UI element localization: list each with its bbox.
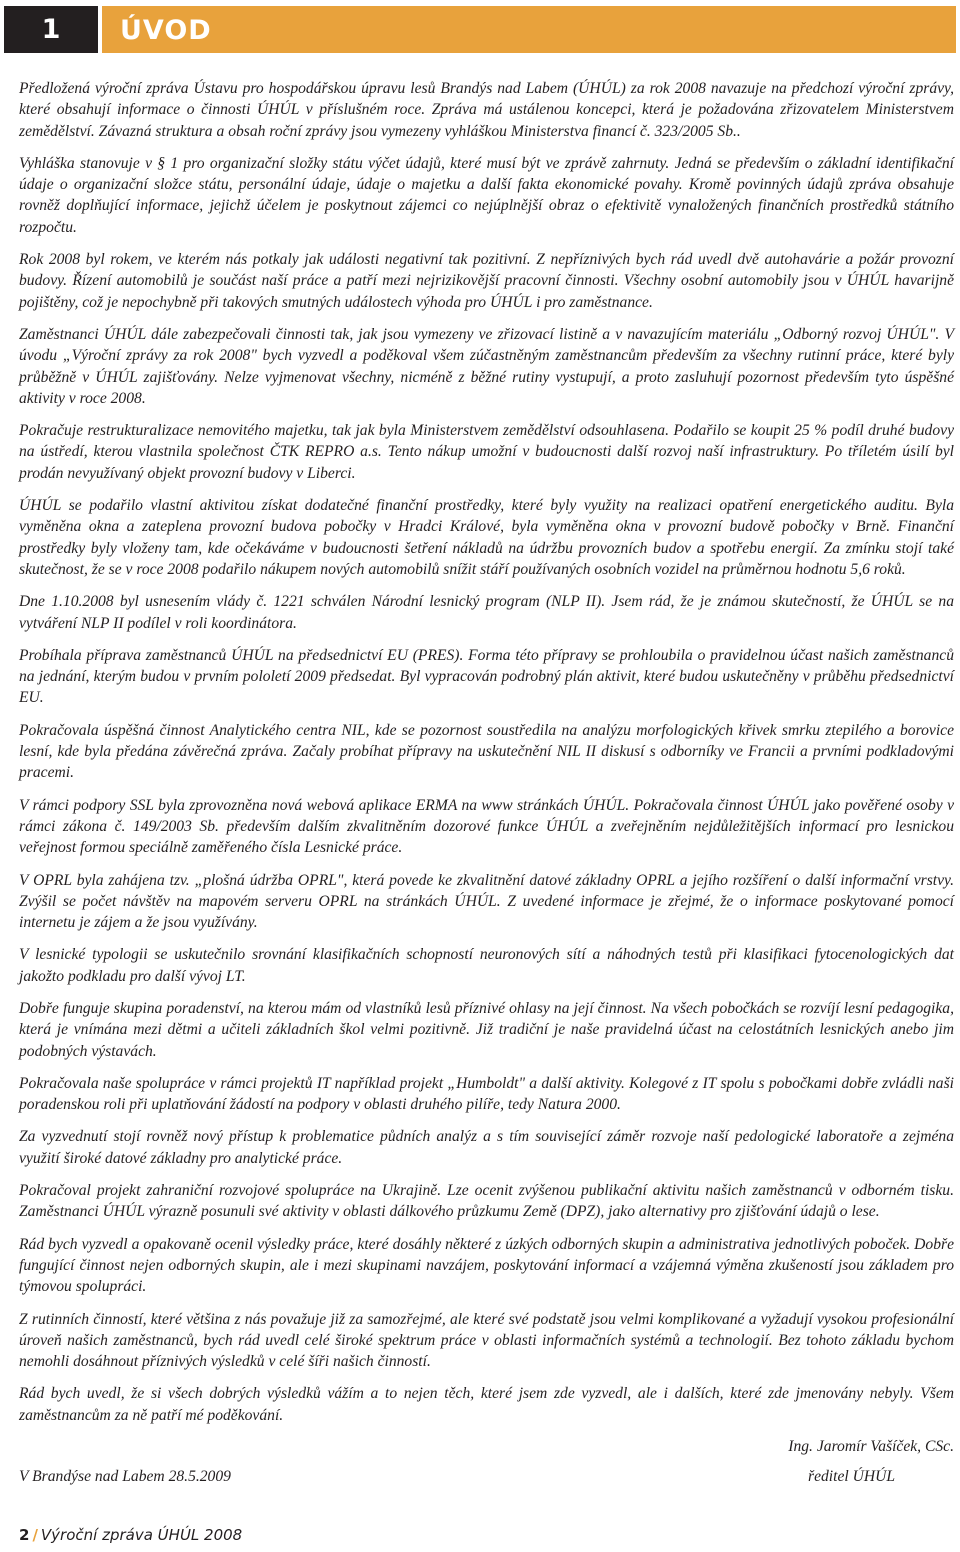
paragraph: Zaměstnanci ÚHÚL dále zabezpečovali činnosti tak, jak jsou vymezeny ve zřizovací listině a v navazujícím materiálu „Odborný rozvoj ÚHÚL". V úvodu „Výroční zprávy za rok 2008" bych vyzvedl a poděkoval všem zúčastněným zaměstnancům především za všechny rutinní práce, které byly průběžně v ÚHÚL zajišťovány. Nelze vyjmenovat všechny, nicméně z běžné rutiny vystupují, a proto zasluhují pozornost především tyto úspěšné aktivity v roce 2008. xyxy=(19,325,954,407)
chapter-number-box xyxy=(4,6,98,53)
paragraph: V OPRL byla zahájena tzv. „plošná údržba OPRL", která povede ke zkvalitnění datové základny OPRL a jejího rozšíření o další informační vrstvy. Zvýšil se počet návštěv na mapovém serveru OPRL na stránkách ÚHÚL. Z uvedené informace je zřejmé, že o informace poskytované pomocí internetu je zájem a že jsou využívány. xyxy=(19,871,954,932)
page-number: 2 xyxy=(19,1526,30,1544)
paragraph: Rád bych uvedl, že si všech dobrých výsledků vážím a to nejen těch, které jsem zde vyzvedl, ale i dalších, které zde jmenovány nebyly. Všem zaměstnancům za ně patří mé poděkování. xyxy=(19,1385,954,1424)
page-footer xyxy=(19,1526,242,1544)
paragraph: Pokračovala naše spolupráce v rámci projektů IT například projekt „Humboldt" a další aktivity. Kolegové z IT spolu s pobočkami dobře zvládli naši poradenskou roli při uplatňování žádostí na podpory v oblasti druhého pilíře, tedy Natura 2000. xyxy=(19,1074,954,1114)
paragraph: V lesnické typologii se uskutečnilo srovnání klasifikačních schopností neuronových sítí a náhodných testů při klasifikaci fytocenologických dat jakožto podkladu pro další vývoj LT. xyxy=(19,946,954,985)
place-and-date: V Brandýse nad Labem 28.5.2009 xyxy=(19,1468,231,1485)
paragraph: Z rutinních činností, které většina z nás považuje již za samozřejmé, ale které své podstatě jsou velmi komplikované a vyžadují vysokou profesionální úroveň našich zaměstnanců, bych rád uvedl celé široké spektrum práce v oblasti informačních systémů a technologií. Bez tohoto základu bychom nemohli dosáhnout příznivých výsledků v celé šíři našich činností. xyxy=(19,1310,954,1371)
paragraph: ÚHÚL se podařilo vlastní aktivitou získat dodatečné finanční prostředky, které byly využity na realizaci opatření energetického auditu. Byla vyměněna okna a zateplena provozní budova pobočky v Hradci Králové, byla vyměněna okna v provozní budově pobočky v Brně. Finanční prostředky byly vloženy tam, kde očekáváme v budoucnosti šetření nákladů na údržbu provozních budov a spotřebu energií. Za zmínku stojí také skutečnost, že se v roce 2008 podařilo nákupem nových automobilů snížit stáří používaných osobních vozidel na průměrnou hodnotu 5,6 roků. xyxy=(19,497,954,578)
chapter-title-bar xyxy=(102,6,956,53)
paragraph: Pokračuje restrukturalizace nemovitého majetku, tak jak byla Ministerstvem zemědělství odsouhlasena. Podařilo se koupit 25 % podíl druhé budovy na ústředí, kterou vlastnila společnost ČTK REPRO a.s. Tento nákup umožní v budoucnosti další rozvoj naší infrastruktury. Po tříletém úsilí byl prodán nevyužívaný objekt provozní budovy v Liberci. xyxy=(19,422,954,482)
paragraph: Za vyzvednutí stojí rovněž nový přístup k problematice půdních analýz a s tím související záměr rozvoje naší pedologické laboratoře a zejména využití široké datové základny pro analytické práce. xyxy=(19,1128,954,1167)
signature-name: Ing. Jaromír Vašíček, CSc. xyxy=(788,1438,954,1455)
paragraph: Pokračoval projekt zahraniční rozvojové spolupráce na Ukrajině. Lze ocenit zvýšenou publikační aktivitu našich zaměstnanců v odborném tisku. Zaměstnanci ÚHÚL výrazně posunuli své aktivity v oblasti dálkového průzkumu Země (DPZ), jako alternativy pro zjišťování údajů o lese. xyxy=(19,1182,954,1221)
paragraph: Vyhláška stanovuje v § 1 pro organizační složky státu výčet údajů, které musí být ve zprávě zahrnuty. Jedná se především o základní identifikační údaje o organizační složce státu, personální údaje, údaje o majetku a další fakta ekonomické povahy. Kromě povinných údajů zpráva obsahuje rovněž doplňující informace, jejichž účelem je poskytnout zájemci co nejúplnější obraz o efektivitě vynaložených finančních prostředků státního rozpočtu. xyxy=(19,154,954,236)
paragraph: Dne 1.10.2008 byl usnesením vlády č. 1221 schválen Národní lesnický program (NLP II). Jsem rád, že je známou skutečností, že ÚHÚL se na vytváření NLP II podílel v roli koordinátora. xyxy=(19,593,954,632)
chapter-title: ÚVOD xyxy=(120,15,212,46)
body-text xyxy=(19,78,954,1437)
footer-publication-title: Výroční zpráva ÚHÚL 2008 xyxy=(40,1526,243,1544)
paragraph: V rámci podpory SSL byla zprovozněna nová webová aplikace ERMA na www stránkách ÚHÚL. Pokračovala činnost ÚHÚL jako pověřené osoby v rámci zákona č. 149/2003 Sb. především dalším zkvalitněním dozorové funkce ÚHÚL a zveřejněním nejdůležitějších informací pro lesnickou veřejnost formou speciálně zaměřeného čísla Lesnické práce. xyxy=(19,796,954,857)
paragraph: Rád bych vyzvedl a opakovaně ocenil výsledky práce, které dosáhly některé z úzkých odborných skupin a administrativa jednotlivých poboček. Dobře fungující činnost nejen odborných skupin, ale i mezi skupinami navzájem, poskytování informací a vzájemná výměna zkušeností jsou základem pro týmovou spolupráci. xyxy=(19,1235,954,1296)
chapter-number: 1 xyxy=(41,14,61,45)
chapter-header xyxy=(0,0,960,56)
paragraph: Rok 2008 byl rokem, ve kterém nás potkaly jak události negativní tak pozitivní. Z nepříznivých bych rád uvedl dvě autohavárie a požár provozní budovy. Řízení automobilů je součást naší práce a patří mezi nejrizikovější pracovní činnosti. Všechny osobní automobily jsou v ÚHÚL havarijně pojištěny, což je nepochybně při takových smutných událostech výhoda pro ÚHÚL i pro zaměstnance. xyxy=(19,251,954,311)
paragraph: Dobře funguje skupina poradenství, na kterou mám od vlastníků lesů příznivé ohlasy na její činnost. Na všech pobočkách se rozvíjí lesní pedagogika, která je vnímána mezi dětmi a učiteli základních škol velmi pozitivně. Již tradiční je naše pravidelná účast na celostátních lesnických anebo jim podobných výstavách. xyxy=(19,999,954,1060)
paragraph: Předložená výroční zpráva Ústavu pro hospodářskou úpravu lesů Brandýs nad Labem (ÚHÚL) za rok 2008 navazuje na předchozí výroční zprávy, které obsahují informace o činnosti ÚHÚL v příslušném roce. Zpráva má ustálenou koncepci, která je požadována zřizovatelem Ministerstvem zemědělství. Závazná struktura a obsah roční zprávy jsou vymezeny vyhláškou Ministerstva financí č. 323/2005 Sb.. xyxy=(19,80,954,140)
paragraph: Pokračovala úspěšná činnost Analytického centra NIL, kde se pozornost soustředila na analýzu morfologických křivek smrku ztepilého a borovice lesní, kde byla předána závěrečná zpráva. Začaly probíhat přípravy na uskutečnění NIL II diskusí s odborníky ve Francii a prvními podkladovými pracemi. xyxy=(19,721,954,782)
paragraph: Probíhala příprava zaměstnanců ÚHÚL na předsednictví EU (PRES). Forma této přípravy se prohloubila o pravidelnou účast našich zaměstnanců na jednání, kterým budou v prvním pololetí 2009 předsedat. Byl vypracován podrobný plán aktivit, které budou uskutečněny v průběhu předsednictví EU. xyxy=(19,646,954,707)
footer-separator: / xyxy=(32,1526,38,1544)
signature-role: ředitel ÚHÚL xyxy=(808,1468,896,1485)
